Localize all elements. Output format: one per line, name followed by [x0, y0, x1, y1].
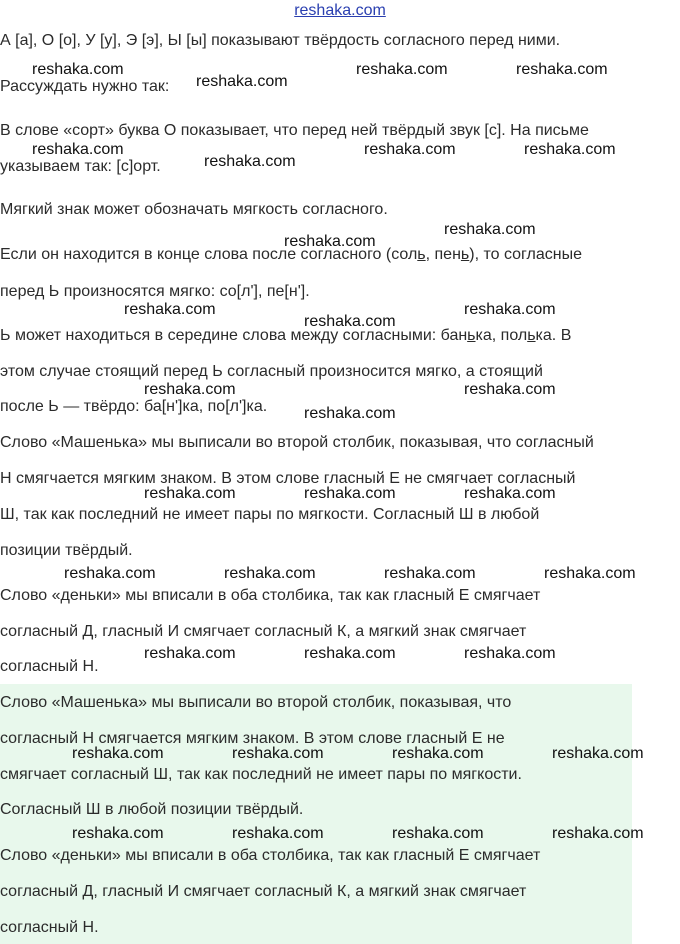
watermark: reshaka.com — [552, 825, 644, 842]
text-fragment: Если он находится в конце слова после согласного (сол — [0, 246, 418, 263]
text-line: позиции твёрдый. — [0, 542, 133, 559]
watermark: reshaka.com — [552, 745, 644, 762]
text-line: Рассуждать нужно так: — [0, 78, 170, 95]
watermark: reshaka.com — [464, 381, 556, 398]
text-line: Слово «Машенька» мы выписали во второй столбик, показывая, что согласный — [0, 434, 594, 451]
watermark: reshaka.com — [204, 153, 296, 170]
answer-line: согласный Н смягчается мягким знаком. В этом слове гласный Е не — [0, 730, 505, 747]
site-header-link[interactable]: reshaka.com — [294, 2, 386, 19]
watermark: reshaka.com — [356, 61, 448, 78]
underlined-letter: ь — [467, 327, 476, 344]
text-line: согласный Д, гласный И смягчает согласный К, а мягкий знак смягчает — [0, 623, 527, 640]
watermark: reshaka.com — [32, 141, 124, 158]
watermark: reshaka.com — [232, 745, 324, 762]
watermark: reshaka.com — [304, 485, 396, 502]
watermark: reshaka.com — [144, 381, 236, 398]
watermark: reshaka.com — [464, 485, 556, 502]
watermark: reshaka.com — [64, 565, 156, 582]
underlined-letter: ь — [460, 246, 470, 263]
answer-line: Согласный Ш в любой позиции твёрдый. — [0, 801, 304, 818]
watermark: reshaka.com — [304, 313, 396, 330]
answer-line: согласный Н. — [0, 919, 99, 936]
watermark: reshaka.com — [144, 645, 236, 662]
watermark: reshaka.com — [224, 565, 316, 582]
text-line: этом случае стоящий перед Ь согласный произносится мягко, а стоящий — [0, 363, 543, 380]
watermark: reshaka.com — [392, 825, 484, 842]
text-fragment: ка, пол — [475, 327, 528, 344]
answer-line: смягчает согласный Ш, так как последний не имеет пары по мягкости. — [0, 766, 522, 783]
watermark: reshaka.com — [196, 73, 288, 90]
text-line: Мягкий знак может обозначать мягкость согласного. — [0, 201, 388, 218]
watermark: reshaka.com — [516, 61, 608, 78]
watermark: reshaka.com — [392, 745, 484, 762]
text-fragment: , пен — [425, 246, 461, 263]
text-line: согласный Н. — [0, 658, 99, 675]
watermark: reshaka.com — [304, 645, 396, 662]
watermark: reshaka.com — [124, 301, 216, 318]
text-fragment: Ь может находиться в середине слова между согласными: бан — [0, 327, 468, 344]
watermark: reshaka.com — [144, 485, 236, 502]
watermark: reshaka.com — [32, 61, 124, 78]
answer-line: Слово «Машенька» мы выписали во второй столбик, показывая, что — [0, 694, 512, 711]
watermark: reshaka.com — [444, 221, 536, 238]
answer-line: Слово «деньки» мы вписали в оба столбика, так как гласный Е смягчает — [0, 847, 541, 864]
text-line: Ш, так как последний не имеет пары по мягкости. Согласный Ш в любой — [0, 506, 540, 523]
text-line — [0, 326, 571, 346]
text-line: А [а], О [о], У [у], Э [э], Ы [ы] показывают твёрдость согласного перед ними. — [0, 32, 561, 49]
watermark: reshaka.com — [364, 141, 456, 158]
text-fragment: ), то согласные — [469, 246, 583, 263]
watermark: reshaka.com — [232, 825, 324, 842]
watermark: reshaka.com — [72, 825, 164, 842]
watermark: reshaka.com — [544, 565, 636, 582]
watermark: reshaka.com — [524, 141, 616, 158]
text-line: после Ь — твёрдо: ба[н']ка, по[л']ка. — [0, 398, 268, 415]
text-fragment: ка. В — [535, 327, 572, 344]
watermark: reshaka.com — [464, 645, 556, 662]
watermark: reshaka.com — [72, 745, 164, 762]
watermark: reshaka.com — [304, 405, 396, 422]
text-line: перед Ь произносятся мягко: со[л'], пе[н']. — [0, 283, 310, 300]
watermark: reshaka.com — [384, 565, 476, 582]
text-line: В слове «сорт» буква О показывает, что перед ней твёрдый звук [с]. На письме — [0, 122, 589, 139]
text-line: Слово «деньки» мы вписали в оба столбика, так как гласный Е смягчает — [0, 587, 541, 604]
underlined-letter: ь — [417, 246, 426, 263]
text-line: указываем так: [с]орт. — [0, 158, 161, 175]
watermark: reshaka.com — [284, 233, 376, 250]
watermark: reshaka.com — [464, 301, 556, 318]
answer-line: согласный Д, гласный И смягчает согласный К, а мягкий знак смягчает — [0, 883, 527, 900]
underlined-letter: ь — [527, 327, 536, 344]
text-line: Н смягчается мягким знаком. В этом слове гласный Е не смягчает согласный — [0, 470, 576, 487]
